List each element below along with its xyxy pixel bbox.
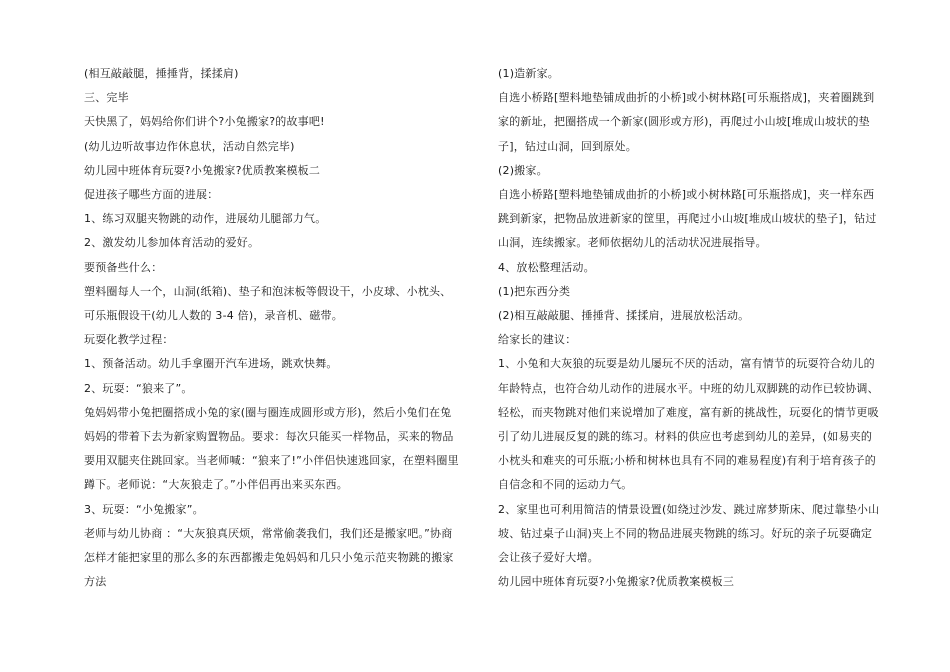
list-item: 1、练习双腿夹物跳的动作，进展幼儿腿部力气。 [84, 212, 327, 226]
section-heading: 给家长的建议： [498, 333, 577, 347]
right-column [498, 62, 880, 594]
list-item: 2、激发幼儿参加体育活动的爱好。 [84, 236, 260, 250]
paragraph: (相互敲敲腿，捶捶背，揉揉肩) [84, 67, 239, 80]
section-heading: 玩耍化教学过程： [84, 333, 174, 347]
paragraph: (幼儿边听故事边作休息状，活动自然完毕) [84, 139, 295, 153]
paragraph: 1、小兔和大灰狼的玩耍是幼儿屡玩不厌的活动，富有情节的玩耍符合幼儿的年龄特点，也符合幼儿动作的进展水平。中班的幼儿双脚跳的动作已较协调、轻松，而夹物跳对他们来说增加了难度，富有新的挑战性，玩耍化的情节更吸引了幼儿进展反复的跳的练习。材料的供应也考虑到幼儿的差异，(如易夹的小枕头和难夹的可乐瓶;小桥和树林也具有不同的难易程度)有利于培育孩子的自信念和不同的运动力气。 [498, 357, 879, 492]
template-title: 幼儿园中班体育玩耍?小兔搬家?优质教案模板三 [498, 575, 735, 589]
paragraph: 天快黑了，妈妈给你们讲个?小兔搬家?的故事吧! [84, 115, 325, 129]
paragraph: 老师与幼儿协商 ：“大灰狼真厌烦，常常偷袭我们，我们还是搬家吧。”协商 怎样才能把家里的那么多的东西都搬走兔妈妈和几只小兔示范夹物跳的搬家方法 [84, 526, 454, 589]
paragraph: 自选小桥路[塑料地垫铺成曲折的小桥]或小树林路[可乐瓶搭成]，夹一样东西跳到新家，把物品放进新家的筐里，再爬过小山坡[堆成山坡状的垫子]，钻过山洞，连续搬家。老师依据幼儿的活动状况进展指导。 [498, 188, 877, 250]
list-item: (1)造新家。 [498, 67, 559, 80]
section-heading: 促进孩子哪些方面的进展： [84, 188, 219, 202]
list-item: 4、放松整理活动。 [498, 260, 595, 274]
section-heading: 三、完毕 [84, 91, 129, 105]
list-item: 2、玩耍：“狼来了”。 [84, 381, 193, 395]
paragraph: 自选小桥路[塑料地垫铺成曲折的小桥]或小树林路[可乐瓶搭成]，夹着圈跳到家的新址，把圈搭成一个新家(圆形或方形)，再爬过小山坡[堆成山坡状的垫子]，钻过山洞，回到原处。 [498, 91, 875, 153]
list-item: 3、玩耍：“小兔搬家”。 [84, 502, 204, 516]
template-title: 幼儿园中班体育玩耍?小兔搬家?优质教案模板二 [84, 163, 321, 177]
section-heading: 要预备些什么： [84, 260, 163, 274]
list-item: (2)搬家。 [498, 163, 548, 177]
left-column [84, 62, 460, 594]
paragraph: 2、家里也可利用简洁的情景设置(如绕过沙发、跳过席梦斯床、爬过靠垫小山坡、钻过桌子山洞)夹上不同的物品进展夹物跳的练习。好玩的亲子玩耍确定会让孩子爱好大增。 [498, 502, 880, 565]
list-item: (1)把东西分类 [498, 284, 571, 298]
list-item: 1、预备活动。幼儿手拿圈开汽车进场，跳欢快舞。 [84, 357, 338, 371]
paragraph: 兔妈妈带小兔把圈搭成小兔的家(圈与圈连成圆形或方形)，然后小兔们在兔妈妈的带着下去为新家购置物品。要求：每次只能买一样物品，买来的物品要用双腿夹住跳回家。当老师喊：“狼来了!”小伴侣快速逃回家，在塑料圈里蹲下。老师说：“大灰狼走了。”小伴侣再出来买东西。 [84, 405, 459, 492]
list-item: (2)相互敲敲腿、捶捶背、揉揉肩，进展放松活动。 [498, 309, 750, 323]
paragraph: 塑料圈每人一个，山洞(纸箱)、垫子和泡沫板等假设干，小皮球、小枕头、可乐瓶假设干(幼儿人数的 3-4 倍)，录音机、磁带。 [84, 284, 452, 323]
